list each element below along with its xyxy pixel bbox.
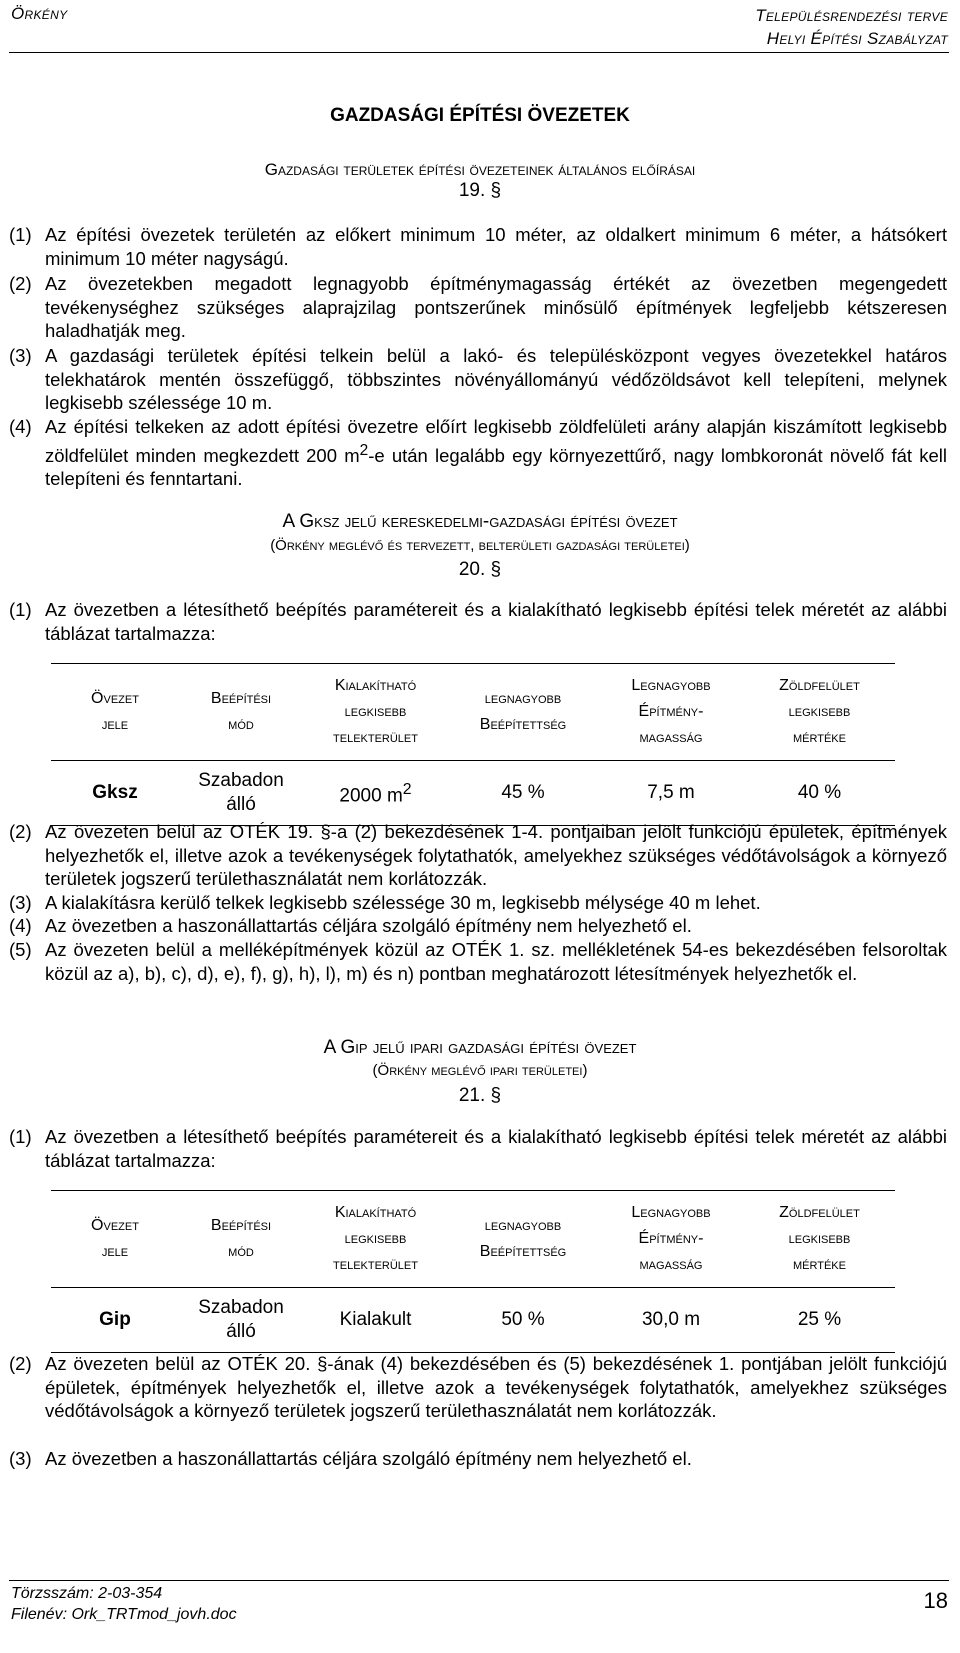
- footer-registry-number: Törzsszám: 2-03-354: [11, 1585, 163, 1602]
- section-subtitle: Gazdasági területek építési övezeteinek általános előírásai: [264, 160, 696, 179]
- cell-max-coverage: 50 %: [501, 1309, 545, 1330]
- header-title-line2: Helyi Építési Szabályzat: [766, 29, 948, 48]
- cell-max-height: 30,0 m: [641, 1309, 701, 1330]
- gip-title: A Gip jelű ipari gazdasági építési övezet: [323, 1037, 637, 1058]
- col-header-max-height: Legnagyobb Építmény- magasság: [598, 664, 744, 761]
- paragraph-number: (2): [9, 821, 32, 842]
- paragraph-number: (3): [9, 892, 32, 913]
- header-municipality: Örkény: [11, 4, 68, 23]
- cell-zone-code: Gip: [99, 1309, 131, 1330]
- paragraph-text: Az övezetekben megadott legnagyobb építménymagasság értékét az övezetben megengedett tevékenységhez szükséges alaprajzilag pontszerűnek minősülő építmények legfeljebb kétszeresen haladhatják meg.: [45, 273, 947, 341]
- paragraph-text: A kialakításra kerülő telkek legkisebb szélessége 30 m, legkisebb mélysége 40 m lehet.: [45, 892, 761, 913]
- col-header-max-height: Legnagyobb Építmény- magasság: [598, 1191, 744, 1288]
- cell-max-coverage: 45 %: [501, 782, 545, 803]
- paragraph-number: (2): [9, 273, 32, 294]
- header-title-line1: Településrendezési terve: [755, 6, 948, 25]
- cell-min-green: 40 %: [797, 782, 842, 803]
- paragraph-text: Az övezetben a haszonállattartás céljára szolgáló építmény nem helyezhető el.: [45, 1448, 692, 1469]
- col-header-min-plot: Kialakítható legkisebb telekterület: [303, 664, 448, 761]
- paragraph-number: (3): [9, 345, 32, 366]
- cell-building-mode: Szabadon álló: [198, 1297, 284, 1342]
- paragraph-text: Az építési telkeken az adott építési övezetre előírt legkisebb zöldfelületi arány alapján kiszámított legkisebb zöldfelület minden megkezdett 200 $m^2-e$ után legalább egy környezettűrő, nagy lombkoronát növelő fát kell telepíteni és fenntartani.: [45, 416, 948, 490]
- gksz-title: A Gksz jelű kereskedelmi-gazdasági építési övezet: [282, 511, 678, 532]
- paragraph-19-3: [9, 344, 947, 415]
- gksz-subtitle: (Örkény meglévő és tervezett, belterületi gazdasági területei): [270, 537, 690, 554]
- col-header-min-plot: Kialakítható legkisebb telekterület: [303, 1191, 448, 1288]
- paragraph-text: A gazdasági területek építési telkein belül a lakó- és településközpont vegyes övezetekkel határos telekhatárok mentén összefüggő, többszintes növényállományú védőzöldsávot kell telepíteni, melynek legkisebb szélessége 10 m.: [45, 345, 947, 413]
- paragraph-19-2: [9, 272, 947, 343]
- paragraph-number: (1): [9, 224, 32, 245]
- cell-min-plot: 2000 $m^2$: [339, 780, 412, 807]
- paragraph-20-3: [9, 891, 947, 915]
- paragraph-number: (4): [9, 915, 32, 936]
- col-header-min-green: Zöldfelület legkisebb mértéke: [744, 664, 895, 761]
- gksz-parameters-table: [51, 663, 895, 826]
- paragraph-19-1: [9, 223, 947, 270]
- paragraph-21-1: [9, 1125, 947, 1172]
- col-header-min-green: Zöldfelület legkisebb mértéke: [744, 1191, 895, 1288]
- footer-file-info: [11, 1583, 237, 1625]
- paragraph-text: Az építési övezetek területén az előkert minimum 10 méter, az oldalkert minimum 6 méter, a hátsókert minimum 10 méter nagyságú.: [45, 224, 947, 269]
- gip-parameters-table: [51, 1190, 895, 1353]
- paragraph-20-5: [9, 938, 947, 985]
- paragraph-21-2: [9, 1352, 947, 1423]
- table-row: [51, 1288, 895, 1353]
- table-header-row: [51, 664, 895, 761]
- col-header-zone-code: Övezet jele: [51, 1191, 179, 1288]
- footer-divider: [9, 1580, 949, 1581]
- gksz-section-number: 20. §: [458, 559, 502, 580]
- paragraph-text: Az övezetben a létesíthető beépítés paramétereit és a kialakítható legkisebb építési telek méretét az alábbi táblázat tartalmazza:: [45, 599, 947, 644]
- paragraph-20-1: [9, 598, 947, 645]
- paragraph-text: Az övezetben a létesíthető beépítés paramétereit és a kialakítható legkisebb építési telek méretét az alábbi táblázat tartalmazza:: [45, 1126, 947, 1171]
- page-number: 18: [923, 1588, 948, 1613]
- paragraph-number: (3): [9, 1448, 32, 1469]
- col-header-max-coverage: legnagyobb Beépítettség: [448, 664, 598, 761]
- gip-subtitle: (Örkény meglévő ipari területei): [372, 1062, 588, 1079]
- table-row: [51, 761, 895, 826]
- section-title: GAZDASÁGI ÉPÍTÉSI ÖVEZETEK: [330, 105, 630, 126]
- table-header-row: [51, 1191, 895, 1288]
- paragraph-text: Az övezetben a haszonállattartás céljára szolgáló építmény nem helyezhető el.: [45, 915, 692, 936]
- cell-zone-code: Gksz: [92, 782, 138, 803]
- paragraph-20-2: [9, 820, 947, 891]
- section-number: 19. §: [458, 180, 502, 201]
- paragraph-20-4: [9, 914, 947, 938]
- paragraph-text: Az övezeten belül az OTÉK 19. §-a (2) bekezdésének 1-4. pontjaiban jelölt funkciójú épületek, építmények helyezhetők el, illetve azok a tevékenységek folytathatók, amelyekhez szükséges védőtávolságok a környező területek jogszerű területhasználatát nem korlátozzák.: [45, 821, 947, 889]
- col-header-building-mode: Beépítési mód: [179, 1191, 303, 1288]
- col-header-max-coverage: legnagyobb Beépítettség: [448, 1191, 598, 1288]
- header-document-title: [755, 4, 948, 50]
- paragraph-number: (4): [9, 416, 32, 437]
- gip-section-number: 21. §: [458, 1085, 502, 1106]
- footer-filename: Filenév: Ork_TRTmod_jovh.doc: [11, 1606, 237, 1623]
- cell-building-mode: Szabadon álló: [198, 770, 284, 815]
- paragraph-21-3: [9, 1447, 947, 1471]
- paragraph-text: Az övezeten belül a melléképítmények közül az OTÉK 1. sz. mellékletének 54-es bekezdésében felsoroltak közül az a), b), c), d), e), f), g), h), l), m) és n) pontban meghatározott létesítmények helyezhetők el.: [45, 939, 947, 984]
- cell-max-height: 7,5 m: [647, 782, 695, 803]
- paragraph-number: (2): [9, 1353, 32, 1374]
- paragraph-number: (1): [9, 1126, 32, 1147]
- paragraph-number: (1): [9, 599, 32, 620]
- cell-min-plot: Kialakult: [339, 1309, 412, 1330]
- paragraph-number: (5): [9, 939, 32, 960]
- header-divider: [9, 52, 949, 53]
- paragraph-19-4: [9, 415, 947, 491]
- cell-min-green: 25 %: [797, 1309, 842, 1330]
- col-header-zone-code: Övezet jele: [51, 664, 179, 761]
- paragraph-text: Az övezeten belül az OTÉK 20. §-ának (4) bekezdésében és (5) bekezdésének 1. pontjában jelölt funkciójú épületek, építmények helyezhetők el, illetve azok a tevékenységek folytathatók, amelyekhez szükséges védőtávolságok a környező területek jogszerű területhasználatát nem korlátozzák.: [45, 1353, 947, 1421]
- col-header-building-mode: Beépítési mód: [179, 664, 303, 761]
